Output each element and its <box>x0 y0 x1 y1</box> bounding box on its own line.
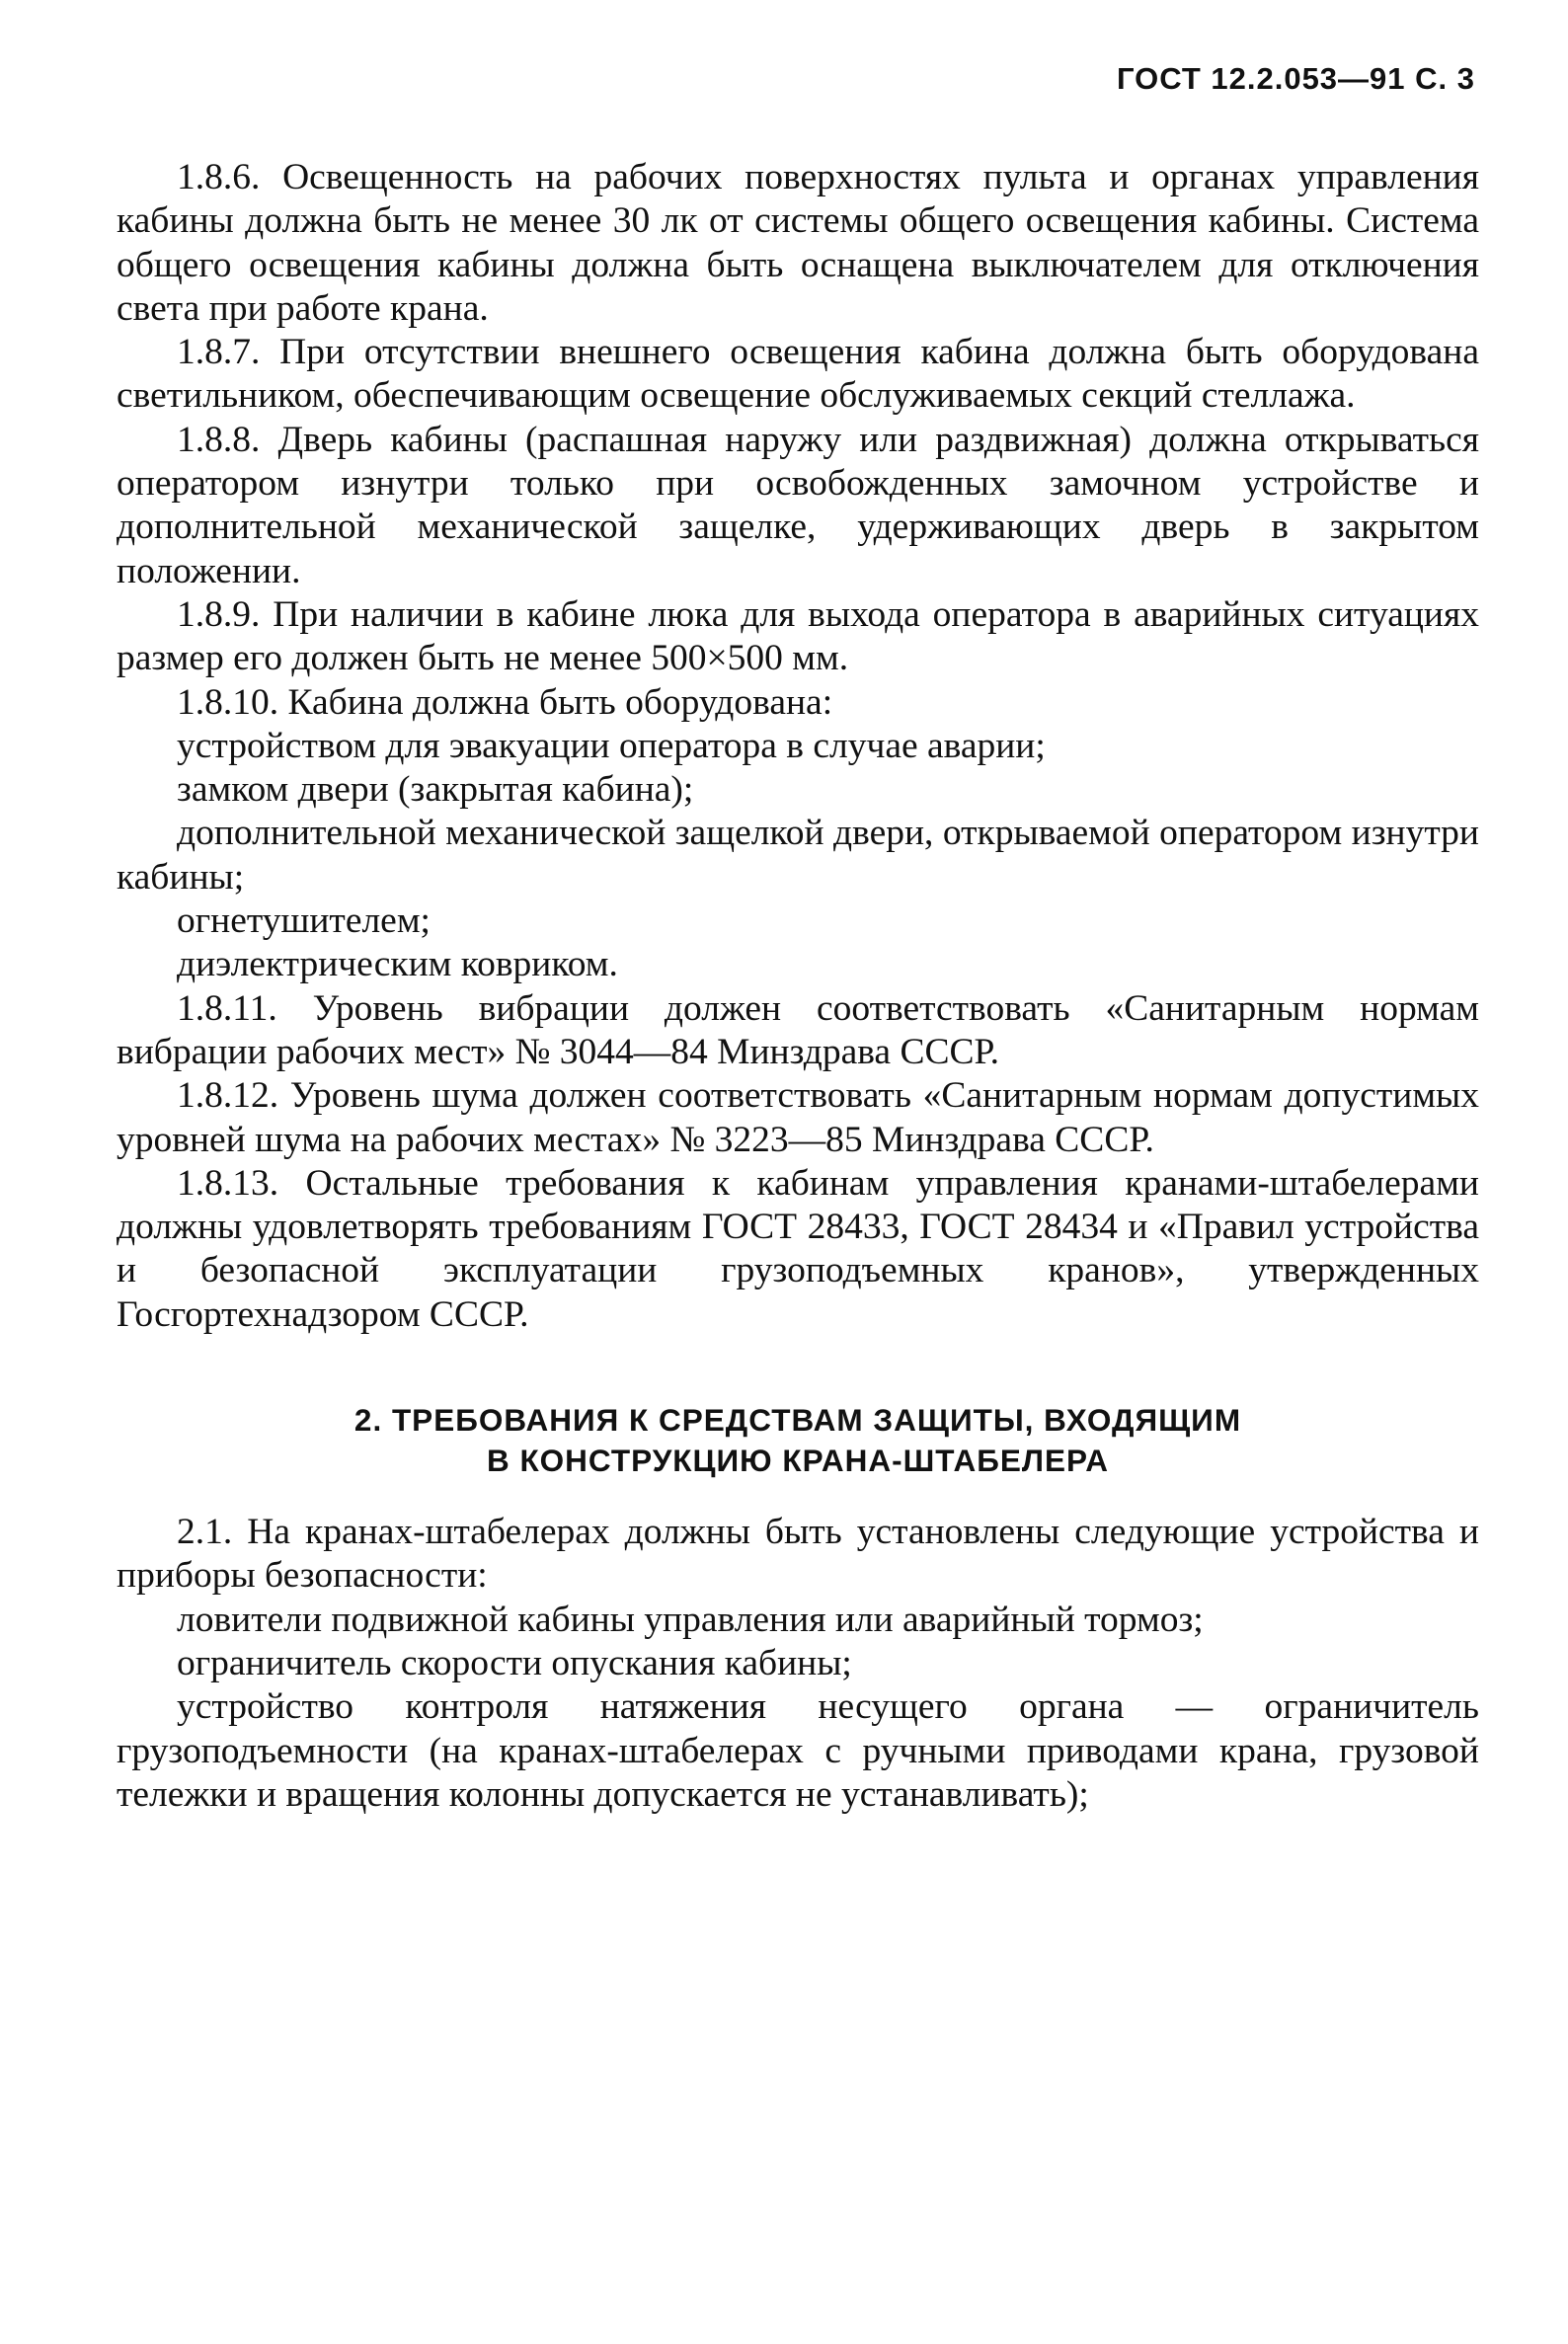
list-item: ловители подвижной кабины управления или аварийный тормоз; <box>177 1599 1204 1640</box>
list-item: устройством для эвакуации оператора в случае аварии; <box>177 725 1046 766</box>
section-2-heading-line-1: 2. ТРЕБОВАНИЯ К СРЕДСТВАМ ЗАЩИТЫ, ВХОДЯЩИМ <box>353 1402 1242 1439</box>
list-item: устройство контроля натяжения несущего органа — ограничитель грузоподъемности (на кранах-штабелерах с ручными приводами крана, грузовой тележки и вращения колонны допускается не устанавливать); <box>117 1686 1479 1815</box>
paragraph-1-8-12: 1.8.12. Уровень шума должен соответствовать «Санитарным нормам допустимых уровней шума на рабочих местах» № 3223—85 Минздрава СССР. <box>117 1075 1479 1160</box>
paragraph-1-8-6: 1.8.6. Освещенность на рабочих поверхностях пульта и органах управления кабины должна быть не менее 30 лк от системы общего освещения кабины. Система общего освещения кабины должна быть оснащена выключателем для отключения света при работе крана. <box>117 157 1479 329</box>
paragraph-1-8-13: 1.8.13. Остальные требования к кабинам управления кранами-штабелерами должны удовлетворять требованиям ГОСТ 28433, ГОСТ 28434 и «Правил устройства и безопасной эксплуатации грузоподъемных кранов», утвержденных Госгортехнадзором СССР. <box>117 1162 1479 1335</box>
section-2-heading-line-2: В КОНСТРУКЦИЮ КРАНА-ШТАБЕЛЕРА <box>486 1443 1110 1479</box>
list-item: замком двери (закрытая кабина); <box>177 769 694 811</box>
list-item: огнетушителем; <box>177 900 431 942</box>
paragraph-1-8-10: 1.8.10. Кабина должна быть оборудована: <box>177 681 833 723</box>
paragraph-1-8-9: 1.8.9. При наличии в кабине люка для выхода оператора в аварийных ситуациях размер его должен быть не менее 500×500 мм. <box>117 593 1479 679</box>
equipment-list <box>117 725 1479 987</box>
list-item: ограничитель скорости опускания кабины; <box>177 1642 852 1683</box>
paragraph-1-8-11: 1.8.11. Уровень вибрации должен соответствовать «Санитарным нормам вибрации рабочих мест» № 3044—84 Минздрава СССР. <box>117 987 1479 1072</box>
page-body <box>117 156 1479 1817</box>
running-header: ГОСТ 12.2.053—91 С. 3 <box>1116 61 1475 96</box>
section-2-heading <box>117 1400 1479 1481</box>
list-item: диэлектрическим ковриком. <box>177 944 618 985</box>
safety-devices-list <box>117 1599 1479 1817</box>
paragraph-1-8-8: 1.8.8. Дверь кабины (распашная наружу или раздвижная) должна открываться оператором изнутри только при освобожденных замочном устройстве и дополнительной механической защелке, удерживающих дверь в закрытом положении. <box>117 419 1479 591</box>
list-item: дополнительной механической защелкой двери, открываемой оператором изнутри кабины; <box>117 813 1479 898</box>
paragraph-1-8-7: 1.8.7. При отсутствии внешнего освещения кабина должна быть оборудована светильником, обеспечивающим освещение обслуживаемых секций стеллажа. <box>117 332 1479 417</box>
paragraph-2-1: 2.1. На кранах-штабелерах должны быть установлены следующие устройства и приборы безопасности: <box>117 1512 1479 1597</box>
